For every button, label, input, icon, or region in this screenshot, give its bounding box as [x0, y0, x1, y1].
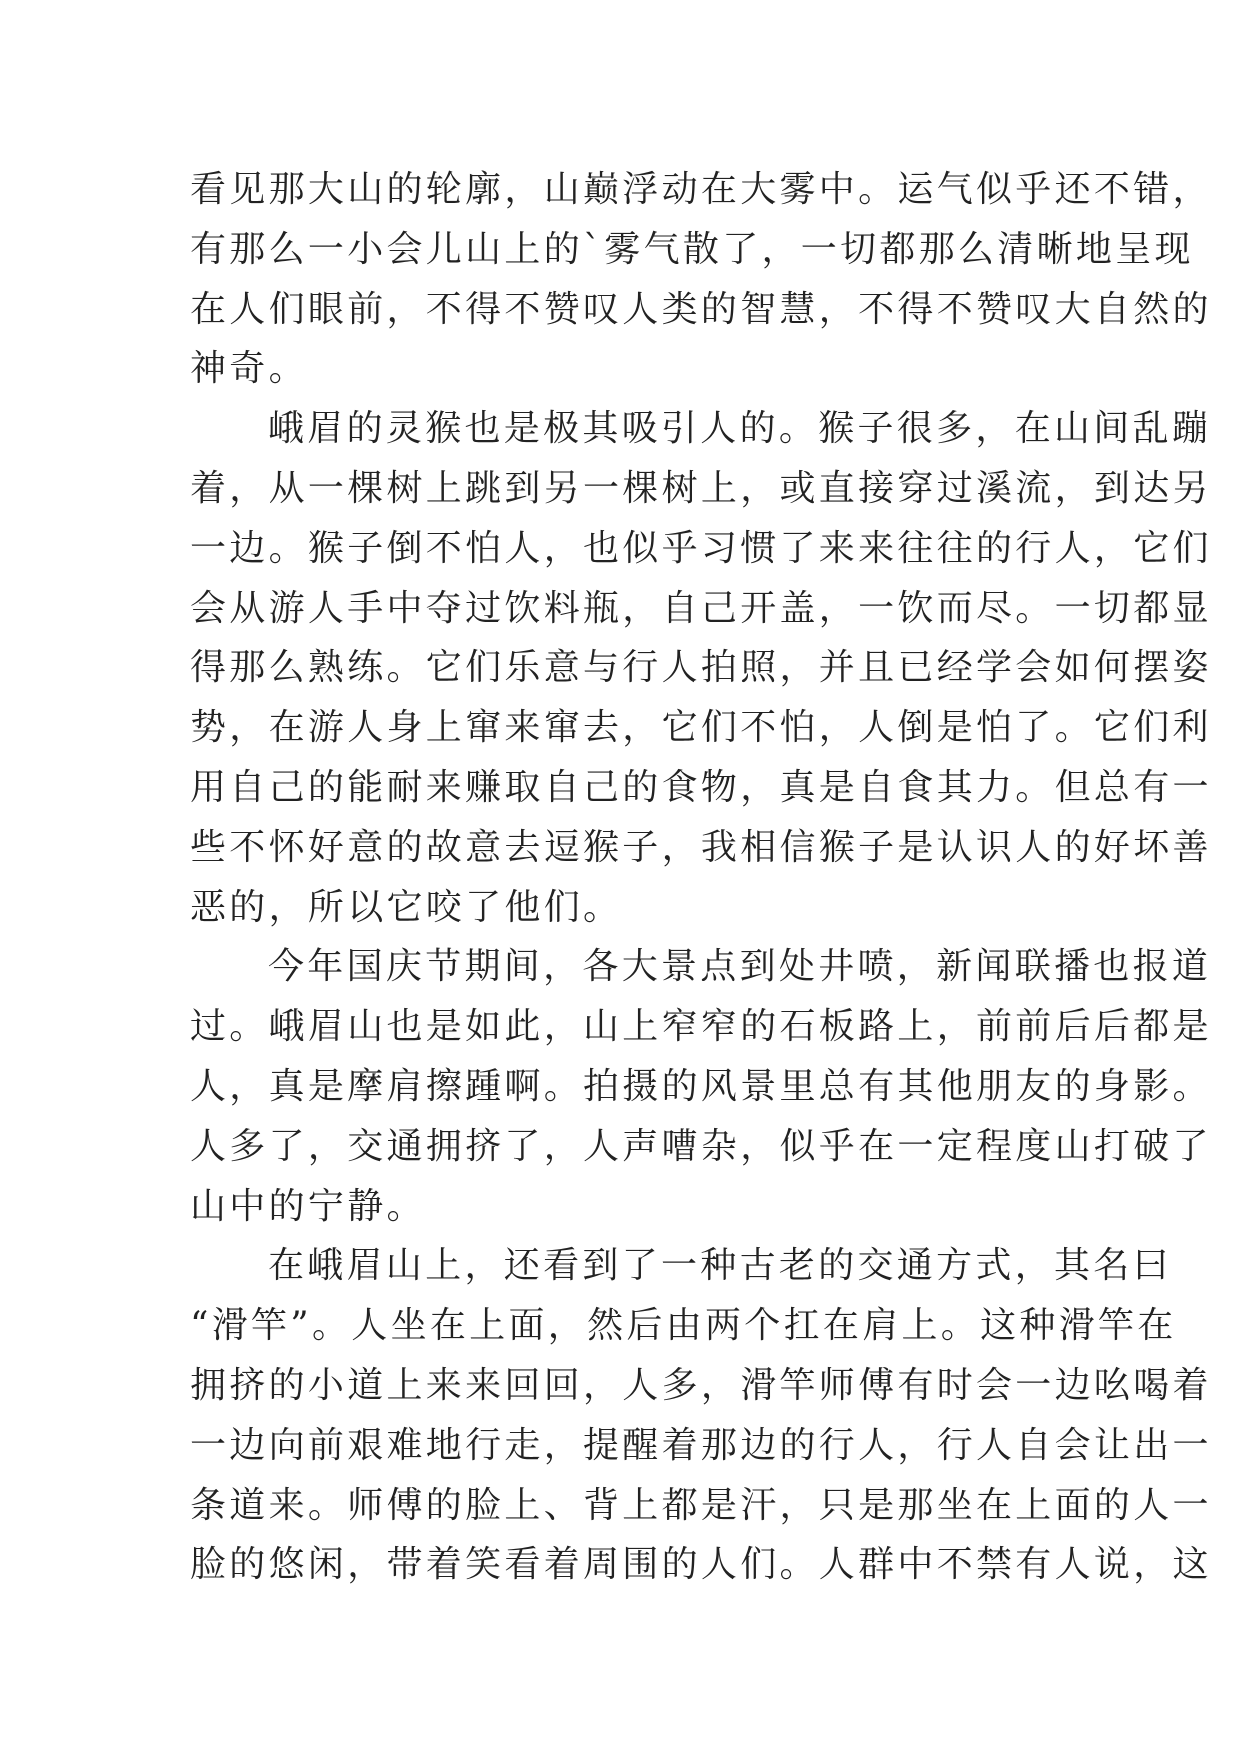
- text-line: 条道来。师傅的脸上、背上都是汗，只是那坐在上面的人一: [190, 1484, 1212, 1526]
- text-line: 一边向前艰难地行走，提醒着那边的行人，行人自会让出一: [190, 1424, 1212, 1466]
- text-line: 脸的悠闲，带着笑看着周围的人们。人群中不禁有人说，这: [190, 1544, 1212, 1586]
- text-line: 过。峨眉山也是如此，山上窄窄的石板路上，前前后后都是: [190, 1006, 1212, 1048]
- text-line: 在峨眉山上，还看到了一种古老的交通方式，其名曰: [268, 1245, 1172, 1287]
- paragraph-national-day: [190, 937, 1212, 1236]
- text-line: 看见那大山的轮廓，山巅浮动在大雾中。运气似乎还不错，: [190, 169, 1212, 210]
- text-line: 有那么一小会儿山上的`雾气散了，一切都那么清晰地呈现: [190, 228, 1194, 270]
- text-line: 着，从一棵树上跳到另一棵树上，或直接穿过溪流，到达另: [190, 467, 1212, 509]
- text-line: 些不怀好意的故意去逗猴子，我相信猴子是认识人的好坏善: [190, 826, 1212, 868]
- text-line: 拥挤的小道上来来回回，人多，滑竿师傅有时会一边吆喝着: [190, 1364, 1212, 1406]
- text-line: 得那么熟练。它们乐意与行人拍照，并且已经学会如何摆姿: [190, 647, 1212, 689]
- paragraph-sedan-chair: [190, 1236, 1212, 1595]
- text-line: “滑竿”。人坐在上面，然后由两个扛在肩上。这种滑竿在: [190, 1305, 1177, 1347]
- text-line: 人多了，交通拥挤了，人声嘈杂，似乎在一定程度山打破了: [190, 1125, 1212, 1167]
- text-line: 势，在游人身上窜来窜去，它们不怕，人倒是怕了。它们利: [190, 707, 1212, 749]
- text-line: 会从游人手中夺过饮料瓶，自己开盖，一饮而尽。一切都显: [190, 587, 1212, 629]
- text-line: 山中的宁静。: [190, 1185, 426, 1227]
- text-line: 峨眉的灵猴也是极其吸引人的。猴子很多，在山间乱蹦: [268, 408, 1212, 450]
- text-line: 用自己的能耐来赚取自己的食物，真是自食其力。但总有一: [190, 766, 1212, 808]
- text-line: 一边。猴子倒不怕人，也似乎习惯了来来往往的行人，它们: [190, 527, 1212, 569]
- text-line: 今年国庆节期间，各大景点到处井喷，新闻联播也报道: [268, 946, 1212, 988]
- paragraph-monkeys: [190, 399, 1212, 937]
- text-line: 神奇。: [190, 348, 308, 390]
- paragraph-mist: [190, 160, 1212, 399]
- body-text: [190, 160, 1212, 1595]
- text-line: 在人们眼前，不得不赞叹人类的智慧，不得不赞叹大自然的: [190, 288, 1212, 330]
- text-line: 人，真是摩肩擦踵啊。拍摄的风景里总有其他朋友的身影。: [190, 1065, 1212, 1107]
- text-line: 恶的，所以它咬了他们。: [190, 886, 623, 928]
